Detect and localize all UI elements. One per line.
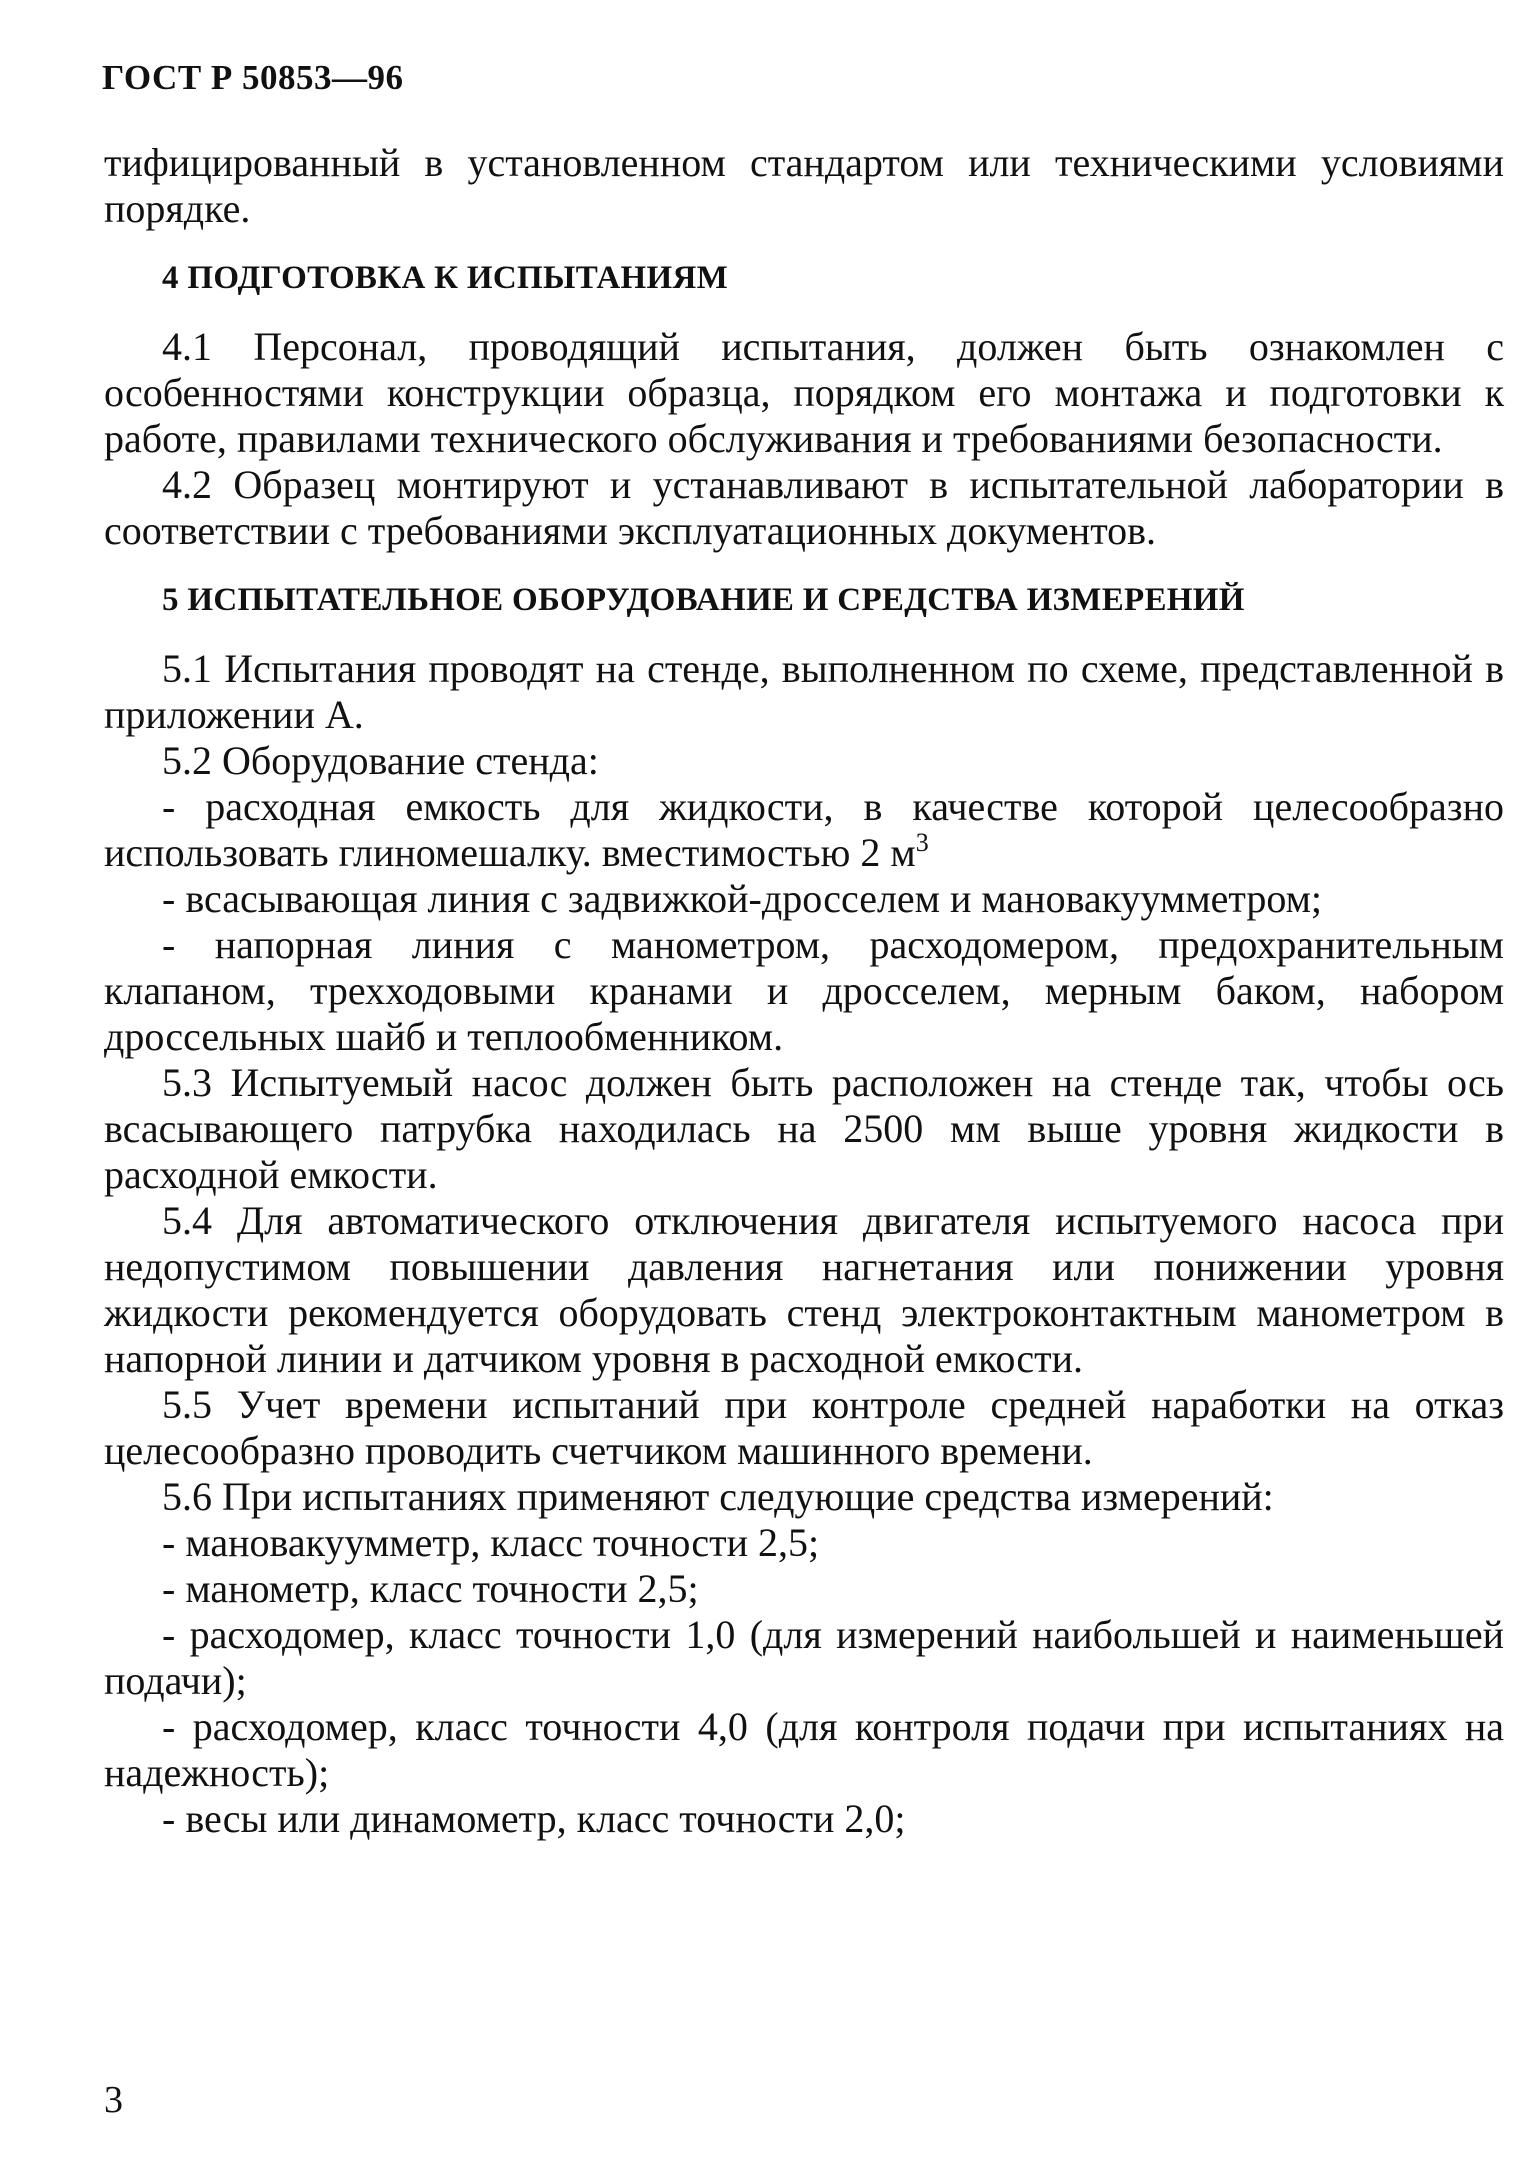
list-item-flowmeter-1: - расходомер, класс точности 1,0 (для измерений наибольшей и наименьшей подачи); [104, 1612, 1504, 1703]
paragraph-5-2: 5.2 Оборудование стенда: [162, 738, 599, 783]
list-item-scales: - весы или динамометр, класс точности 2,0; [162, 1796, 906, 1841]
paragraph-4-1: 4.1 Персонал, проводящий испытания, должен быть ознакомлен с особенностями конструкции образца, порядком его монтажа и подготовки к работе, правилами технического обслуживания и требованиями безопасности. [104, 324, 1504, 461]
unit-superscript: 3 [915, 828, 929, 857]
document-code: ГОСТ Р 50853—96 [102, 58, 404, 97]
section-heading-4: 4 ПОДГОТОВКА К ИСПЫТАНИЯМ [162, 260, 729, 296]
paragraph-5-1: 5.1 Испытания проводят на стенде, выполненном по схеме, представленной в приложении А. [104, 646, 1504, 737]
list-item-pressure-line: - напорная линия с манометром, расходомером, предохранительным клапаном, трехходовыми кранами и дросселем, мерным баком, набором дроссельных шайб и теплообменником. [104, 922, 1504, 1059]
page-number: 3 [104, 2079, 123, 2121]
list-item-flowmeter-2: - расходомер, класс точности 4,0 (для контроля подачи при испытаниях на надежность); [104, 1704, 1504, 1795]
list-item-manometer: - манометр, класс точности 2,5; [162, 1566, 699, 1611]
paragraph-5-6: 5.6 При испытаниях применяют следующие средства измерений: [162, 1474, 1274, 1519]
list-item-tank [104, 784, 1504, 876]
list-item-suction-line: - всасывающая линия с задвижкой-дросселем и мановакуумметром; [162, 876, 1323, 921]
list-item-vacuum-gauge: - мановакуумметр, класс точности 2,5; [162, 1520, 820, 1565]
section-heading-5: 5 ИСПЫТАТЕЛЬНОЕ ОБОРУДОВАНИЕ И СРЕДСТВА ИЗМЕРЕНИЙ [162, 582, 1245, 618]
paragraph-5-3: 5.3 Испытуемый насос должен быть расположен на стенде так, чтобы ось всасывающего патрубка находилась на 2500 мм выше уровня жидкости в расходной емкости. [104, 1060, 1504, 1197]
paragraph-5-5: 5.5 Учет времени испытаний при контроле средней наработки на отказ целесообразно проводить счетчиком машинного времени. [104, 1382, 1504, 1473]
list-item-tank-text: - расходная емкость для жидкости, в качестве которой целесообразно использовать глиномешалку. вместимостью 2 м [104, 784, 1504, 875]
page-body [104, 140, 1504, 1842]
paragraph-4-2: 4.2 Образец монтируют и устанавливают в испытательной лаборатории в соответствии с требованиями эксплуатационных документов. [104, 462, 1504, 553]
paragraph-continuation: тифицированный в установленном стандартом или техническими условиями порядке. [104, 140, 1504, 231]
paragraph-5-4: 5.4 Для автоматического отключения двигателя испытуемого насоса при недопустимом повышении давления нагнетания или понижении уровня жидкости рекомендуется оборудовать стенд электроконтактным манометром в напорной линии и датчиком уровня в расходной емкости. [104, 1198, 1504, 1381]
